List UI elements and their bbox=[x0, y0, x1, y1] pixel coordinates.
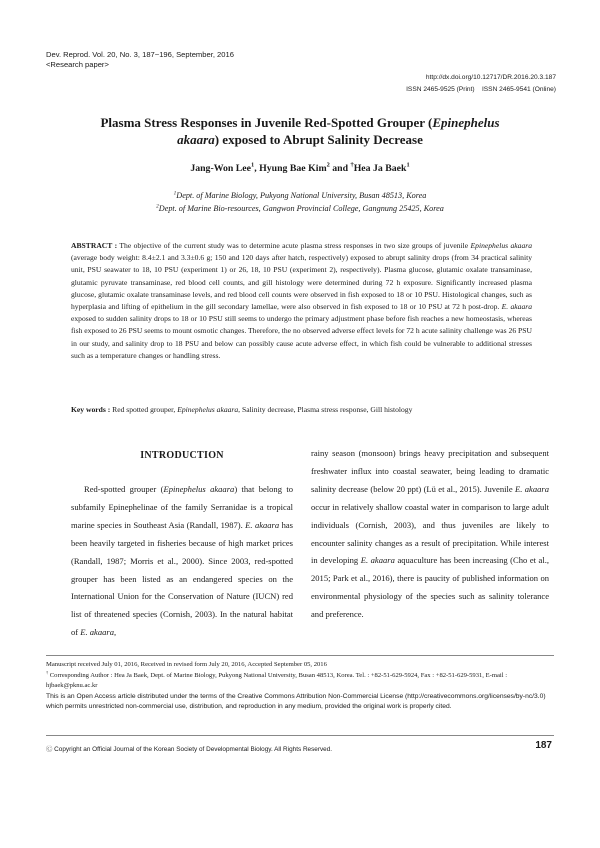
author-separator: , bbox=[254, 163, 260, 174]
intro-text: has been heavily targeted in fisheries because of high market prices (Randall, 1987; Morris et al., 2000). Since 2003, red-spotted grouper has been listed as an endangered species on the International Union for the Conservation of Nature (IUCN) red list of threatened species (Cornish, 2003). In the natural habitat of bbox=[71, 519, 293, 638]
author-3: Hea Ja Baek bbox=[353, 163, 407, 174]
author-list bbox=[60, 163, 540, 174]
author-3-affil: 1 bbox=[406, 161, 410, 169]
intro-species: E. akaara bbox=[80, 627, 114, 638]
intro-species: Epinephelus akaara bbox=[163, 484, 235, 494]
author-separator: and bbox=[329, 163, 351, 174]
footer-divider bbox=[46, 735, 554, 736]
abstract-species: Epinephelus akaara bbox=[470, 241, 532, 250]
issn-line: ISSN 2465-9525 (Print) ISSN 2465-9541 (Online) bbox=[406, 85, 556, 93]
journal-citation bbox=[46, 50, 234, 69]
manuscript-dates: Manuscript received July 01, 2016, Received in revised form July 20, 2016, Accepted September 05, 2016 bbox=[46, 661, 327, 668]
affiliation-2 bbox=[60, 202, 540, 215]
abstract-label: ABSTRACT : bbox=[71, 241, 118, 250]
keywords-text: Red spotted grouper, bbox=[110, 405, 178, 414]
intro-text: occur in relatively shallow coastal water in comparison to large adult individuals (Cornish, 2003), and thus juveniles are likely to encounter salinity changes as a result of precipitation. While interest in developing bbox=[311, 501, 549, 566]
introduction-right-column bbox=[311, 445, 549, 624]
author-2: Hyung Bae Kim bbox=[259, 163, 327, 174]
page-number: 187 bbox=[535, 740, 552, 751]
corresponding-author-note bbox=[46, 671, 554, 691]
affiliation-2-mark: 2 bbox=[156, 203, 159, 210]
keywords-label: Key words : bbox=[71, 405, 111, 414]
keywords bbox=[71, 404, 532, 416]
abstract-text: (average body weight: 8.4±2.1 and 3.3±0.6 g; 150 and 120 days after hatch, respectively) exposed to abrupt salinity drops (from 34 practical salinity unit, PSU seawater to 18, 10 PSU (experiment 1) or 26, 18, 10 PSU (experiment 2), respectively). Plasma glucose, glutamic oxalate transaminase, glutamic pyruvate transaminase, red blood cell counts, and gill histology were determined during 72 h exposure. Significantly increased plasma glucose, glutamic oxalate transaminase levels, and red blood cell counts were observed in fish exposed to 18 or 10 PSU. Histological changes, such as hyperplasia and lifting of epithelium in the gill secondary lamellae, were also observed in fish exposed to 18 or 10 PSU at 72 h post-drop. bbox=[71, 253, 532, 312]
paper-title bbox=[60, 114, 540, 148]
copyright-notice: Ⓒ Copyright an Official Journal of the Korean Society of Developmental Biology. All Rights Reserved. bbox=[46, 746, 333, 753]
abstract-text: The objective of the current study was to determine acute plasma stress responses in two size groups of juvenile bbox=[117, 241, 471, 250]
affiliation-1-text: Dept. of Marine Biology, Pukyong National University, Busan 48513, Korea bbox=[176, 191, 427, 200]
title-part1: Plasma Stress Responses in Juvenile Red-Spotted Grouper ( bbox=[100, 115, 433, 130]
intro-species: E. akaara bbox=[360, 555, 395, 566]
intro-text: , bbox=[113, 627, 117, 638]
author-1: Jang-Won Lee bbox=[190, 163, 252, 174]
corresponding-author-text: Corresponding Author : Hea Ja Baek, Dept. of Marine Biology, Pukyong National University, Busan 48513, Korea. Tel. : +82-51-629-5924, Fax : +82-51-629-5931, E-mail : hjbaek@pknu.ac.kr bbox=[46, 672, 508, 689]
affiliation-2-text: Dept. of Marine Bio-resources, Gangwon Provincial College, Gangnung 25425, Korea bbox=[158, 204, 444, 213]
journal-line: Dev. Reprod. Vol. 20, No. 3, 187~196, September, 2016 bbox=[46, 50, 234, 59]
abstract-species: E. akaara bbox=[501, 302, 533, 312]
keywords-species: Epinephelus akaara bbox=[177, 405, 239, 414]
introduction-heading: INTRODUCTION bbox=[140, 450, 224, 461]
doi-link[interactable]: http://dx.doi.org/10.12717/DR.2016.20.3.187 bbox=[425, 74, 556, 81]
footnote-divider bbox=[46, 655, 554, 656]
introduction-left-column bbox=[71, 481, 293, 642]
affiliations bbox=[60, 189, 540, 215]
keywords-text: , Salinity decrease, Plasma stress response, Gill histology bbox=[238, 405, 413, 414]
abstract bbox=[71, 240, 532, 362]
corresponding-mark: † bbox=[350, 161, 354, 169]
affiliation-1-mark: 1 bbox=[173, 190, 177, 197]
open-access-statement: This is an Open Access article distributed under the terms of the Creative Commons Attribution Non-Commercial License (http://creativecommons.org/licenses/by-nc/3.0) which permits unrestricted non-commercial use, distribution, and reproduction in any medium, provided the original work is properly cited. bbox=[46, 693, 546, 710]
affiliation-1 bbox=[60, 189, 540, 202]
author-2-affil: 2 bbox=[326, 161, 330, 169]
intro-text: aquaculture has been increasing (Cho et al., 2015; Park et al., 2016), there is paucity of published information on environmental physiology of the species such as salinity tolerance and preference. bbox=[311, 555, 549, 620]
intro-text: Red-spotted grouper ( bbox=[84, 484, 164, 494]
intro-text: ) that belong to subfamily Epinephelinae of the family Serranidae is a tropical marine species in Southeast Asia (Randall, 1987). bbox=[71, 484, 293, 530]
abstract-text: exposed to sudden salinity drops to 18 or 10 PSU still seems to undergo the primary adjustment phase before fish reaches a new homeostasis, whereas fish exposed to 26 PSU seems to mount osmotic changes. Therefore, the no observed adverse effect levels for 72 h acute salinity challenge was 26 PSU in our study, and salinity drop to 18 PSU and below can possibly cause acute adverse effect, in which fish could be vulnerable to additional stresses such as a temperature changes or handling stress. bbox=[71, 314, 532, 360]
corresponding-mark: † bbox=[46, 669, 49, 675]
author-1-affil: 1 bbox=[251, 161, 255, 169]
intro-species: E. akaara bbox=[245, 519, 280, 530]
title-species: Epinephelus bbox=[432, 115, 500, 130]
intro-text: rainy season (monsoon) brings heavy precipitation and subsequent freshwater influx into coastal seawater, being leading to dramatic salinity decrease (below 20 ppt) (Lü et al., 2015). Juvenile bbox=[311, 448, 549, 494]
title-part2: akaara bbox=[177, 132, 215, 147]
title-part3: ) exposed to Abrupt Salinity Decrease bbox=[214, 132, 423, 147]
article-identifiers bbox=[406, 72, 556, 95]
intro-species: E. akaara bbox=[515, 483, 549, 494]
paper-type: <Research paper> bbox=[46, 59, 109, 69]
